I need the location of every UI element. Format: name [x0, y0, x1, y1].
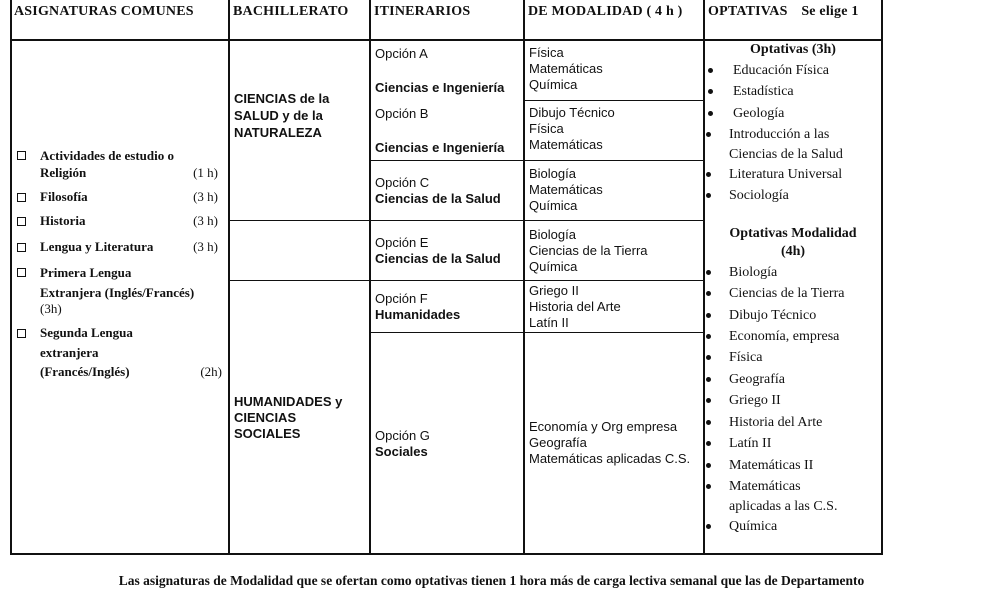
bachillerato-humanidades	[234, 394, 342, 442]
comunes-item-hours: (3 h)	[193, 213, 218, 228]
grid-line	[523, 0, 525, 554]
itinerario-opcion: Opción G	[375, 428, 430, 443]
comunes-item-actividades	[40, 148, 224, 164]
comunes-item-hours: (2h)	[200, 364, 222, 379]
modalidad-opcion-e	[529, 227, 648, 275]
comunes-item-label: Extranjera (Inglés/Francés)	[40, 285, 195, 300]
bullet-icon	[706, 441, 711, 446]
checkbox-icon	[17, 151, 26, 160]
itinerario-nombre: Sociales	[375, 444, 428, 459]
bullet-icon	[708, 111, 713, 116]
comunes-item-hours: (3 h)	[193, 189, 218, 204]
bullet-icon	[706, 524, 711, 529]
grid-line	[703, 0, 705, 554]
bachillerato-label: NATURALEZA	[234, 125, 322, 140]
optativa-item: Sociología	[729, 188, 789, 203]
checkbox-icon	[17, 217, 26, 226]
bullet-icon	[706, 377, 711, 382]
bullet-icon	[708, 89, 713, 94]
bachillerato-ciencias	[234, 90, 329, 141]
checkbox-icon	[17, 243, 26, 252]
grid-line	[369, 332, 704, 333]
checkbox-icon	[17, 268, 26, 277]
itinerario-nombre: Ciencias de la Salud	[375, 251, 501, 266]
materia: Química	[529, 198, 578, 213]
optativa-item: Estadística	[733, 84, 794, 99]
bachillerato-label: CIENCIAS de la	[234, 91, 330, 106]
optativa-item: aplicadas a las C.S.	[729, 499, 838, 514]
comunes-item-label: Filosofía	[40, 189, 88, 204]
materia: Geografía	[529, 435, 587, 450]
header-optativas-label: OPTATIVAS	[708, 4, 788, 19]
grid-line	[369, 0, 371, 554]
optativas-modalidad-title: Optativas Modalidad	[729, 226, 857, 241]
optativa-item: Ciencias de la Salud	[729, 147, 843, 162]
optativa-item: Geología	[733, 106, 785, 121]
grid-line	[228, 220, 704, 221]
materia: Historia del Arte	[529, 299, 621, 314]
comunes-item-label: Actividades de estudio o	[40, 148, 174, 163]
materia: Matemáticas aplicadas C.S.	[529, 451, 691, 466]
itinerario-opcion: Opción E	[375, 235, 429, 250]
optativa-item: Introducción a las	[729, 127, 830, 142]
comunes-item-label: Lengua y Literatura	[40, 239, 154, 254]
header-itinerarios: ITINERARIOS	[374, 4, 471, 19]
bullet-icon	[706, 334, 711, 339]
bullet-icon	[706, 463, 711, 468]
optativa-item: Geografía	[729, 372, 785, 387]
bullet-icon	[706, 172, 711, 177]
bullet-icon	[708, 68, 713, 73]
optativa-item: Economía, empresa	[729, 329, 840, 344]
bullet-icon	[706, 132, 711, 137]
itinerario-opcion: Opción A	[375, 46, 428, 61]
itinerario-opcion: Opción F	[375, 291, 428, 306]
optativa-item: Matemáticas II	[729, 458, 814, 473]
itinerario-opcion: Opción C	[375, 175, 430, 190]
optativa-item: Educación Física	[733, 63, 830, 78]
bachillerato-label: HUMANIDADES y	[234, 394, 343, 409]
grid-line	[10, 0, 12, 554]
materia: Biología	[529, 166, 576, 181]
bachillerato-label: SALUD y de la	[234, 108, 323, 123]
materia: Química	[529, 259, 578, 274]
modalidad-opcion-a	[529, 45, 603, 93]
optativa-item: Literatura Universal	[729, 167, 843, 182]
optativa-item: Biología	[729, 265, 778, 280]
materia: Matemáticas	[529, 137, 603, 152]
materia: Matemáticas	[529, 182, 603, 197]
optativas-3h-title: Optativas (3h)	[750, 42, 836, 57]
comunes-item-label: Segunda Lengua	[40, 325, 133, 340]
bullet-icon	[706, 484, 711, 489]
materia: Física	[529, 121, 564, 136]
comunes-item-hours: (1 h)	[193, 165, 218, 180]
materia: Física	[529, 45, 564, 60]
grid-line	[523, 100, 704, 101]
optativa-item: Latín II	[729, 436, 772, 451]
materia: Biología	[529, 227, 576, 242]
materia: Latín II	[529, 315, 569, 330]
grid-line	[881, 0, 883, 554]
grid-line	[228, 0, 230, 554]
materia: Química	[529, 77, 578, 92]
modalidad-opcion-g	[529, 419, 690, 467]
bullet-icon	[706, 291, 711, 296]
materia: Ciencias de la Tierra	[529, 243, 648, 258]
modalidad-opcion-c	[529, 166, 603, 214]
optativa-item: Dibujo Técnico	[729, 308, 817, 323]
header-bachillerato: BACHILLERATO	[233, 4, 349, 19]
bullet-icon	[706, 355, 711, 360]
bullet-icon	[706, 193, 711, 198]
materia: Dibujo Técnico	[529, 105, 615, 120]
optativa-item: Química	[729, 519, 778, 534]
checkbox-icon	[17, 193, 26, 202]
itinerario-opcion: Opción B	[375, 106, 429, 121]
header-se-elige: Se elige 1	[801, 4, 859, 19]
comunes-item-label: (Francés/Inglés)	[40, 364, 130, 379]
footer-note: Las asignaturas de Modalidad que se ofertan como optativas tienen 1 hora más de carga lectiva semanal que las de Departamento	[118, 573, 865, 588]
itinerario-nombre: Humanidades	[375, 307, 461, 322]
optativa-item: Ciencias de la Tierra	[729, 286, 845, 301]
header-optativas	[708, 4, 859, 20]
grid-line	[10, 553, 883, 555]
grid-line	[228, 280, 704, 281]
checkbox-icon	[17, 329, 26, 338]
materia: Griego II	[529, 283, 579, 298]
comunes-item-label: extranjera	[40, 345, 99, 360]
bullet-icon	[706, 398, 711, 403]
bullet-icon	[706, 313, 711, 318]
header-asignaturas-comunes: ASIGNATURAS COMUNES	[14, 4, 194, 19]
bachillerato-label: CIENCIAS	[234, 410, 297, 425]
grid-line	[369, 160, 704, 161]
itinerario-nombre: Ciencias e Ingeniería	[375, 80, 505, 95]
optativa-item: Griego II	[729, 393, 781, 408]
itinerario-nombre: Ciencias e Ingeniería	[375, 140, 505, 155]
comunes-item-hours: (3 h)	[193, 239, 218, 254]
materia: Economía y Org empresa	[529, 419, 678, 434]
header-modalidad: DE MODALIDAD ( 4 h )	[528, 4, 683, 19]
optativa-item: Historia del Arte	[729, 415, 823, 430]
modalidad-opcion-f	[529, 283, 621, 331]
optativas-modalidad-hours: (4h)	[780, 244, 806, 259]
itinerario-nombre: Ciencias de la Salud	[375, 191, 501, 206]
comunes-item-label: Religión	[40, 165, 87, 180]
bullet-icon	[706, 270, 711, 275]
bachillerato-label: SOCIALES	[234, 426, 301, 441]
comunes-item-label: Primera Lengua	[40, 265, 132, 280]
optativa-item: Física	[729, 350, 763, 365]
comunes-item-hours: (3h)	[40, 301, 62, 316]
bullet-icon	[706, 420, 711, 425]
comunes-item-label: Historia	[40, 213, 86, 228]
modalidad-opcion-b	[529, 105, 615, 153]
optativa-item: Matemáticas	[729, 479, 801, 494]
materia: Matemáticas	[529, 61, 603, 76]
